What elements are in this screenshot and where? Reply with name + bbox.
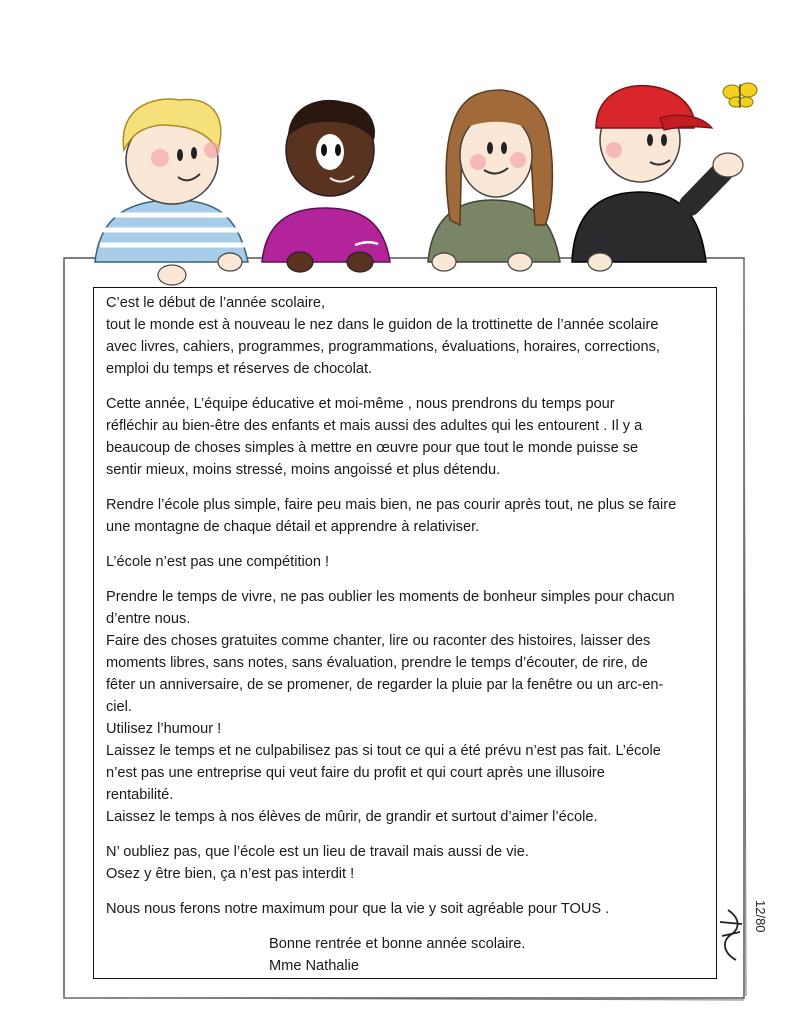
butterfly-icon bbox=[723, 83, 757, 108]
text-line: réfléchir au bien-être des enfants et mais aussi des adultes qui les entourent . Il y a bbox=[106, 418, 643, 434]
text-line: sentir mieux, moins stressé, moins angoissé et plus détendu. bbox=[106, 462, 501, 478]
kid-olive bbox=[428, 90, 560, 271]
text-line: une montagne de chaque détail et apprendre à relativiser. bbox=[106, 519, 480, 535]
paragraph-no-competition bbox=[106, 551, 704, 573]
text-line: Faire des choses gratuites comme chanter, lire ou raconter des histoires, laisser des bbox=[106, 633, 651, 649]
text-line: Nous nous ferons notre maximum pour que la vie y soit agréable pour TOUS . bbox=[106, 901, 610, 917]
text-line: N’ oubliez pas, que l’école est un lieu de travail mais aussi de vie. bbox=[106, 844, 529, 860]
kid-red-cap bbox=[572, 86, 743, 271]
paragraph-take-time bbox=[106, 586, 704, 828]
paragraph-maximum bbox=[106, 898, 704, 920]
text-line: beaucoup de choses simples à mettre en œuvre pour que tout le monde puisse se bbox=[106, 440, 639, 456]
text-line: n’est pas une entreprise qui veut faire du profit et qui court après une illusoire bbox=[106, 765, 605, 781]
text-line: L’école n’est pas une compétition ! bbox=[106, 554, 330, 570]
text-line: Utilisez l’humour ! bbox=[106, 721, 222, 737]
closing bbox=[106, 933, 704, 977]
text-line: avec livres, cahiers, programmes, programmations, évaluations, horaires, corrections, bbox=[106, 339, 660, 355]
kid-blond bbox=[95, 99, 248, 285]
letter-box bbox=[93, 287, 717, 979]
text-line: emploi du temps et réserves de chocolat. bbox=[106, 361, 373, 377]
paragraph-simpler bbox=[106, 494, 704, 538]
text-line: Cette année, L’équipe éducative et moi-même , nous prendrons du temps pour bbox=[106, 396, 615, 412]
text-line: d’entre nous. bbox=[106, 611, 191, 627]
text-line: Laissez le temps et ne culpabilisez pas si tout ce qui a été prévu n’est pas fait. L’école bbox=[106, 743, 661, 759]
text-line: Laissez le temps à nos élèves de mûrir, de grandir et surtout d’aimer l’école. bbox=[106, 809, 598, 825]
text-line: tout le monde est à nouveau le nez dans le guidon de la trottinette de l’année scolaire bbox=[106, 317, 659, 333]
paragraph-this-year bbox=[106, 393, 704, 481]
text-line: moments libres, sans notes, sans évaluation, prendre le temps d’écouter, de rire, de bbox=[106, 655, 648, 671]
signature-name: Mme Nathalie bbox=[269, 958, 360, 974]
closing-greeting: Bonne rentrée et bonne année scolaire. bbox=[269, 936, 526, 952]
paragraph-intro bbox=[106, 292, 704, 380]
text-line: Rendre l’école plus simple, faire peu mais bien, ne pas courir après tout, ne plus se faire bbox=[106, 497, 677, 513]
artist-date: 12/80 bbox=[753, 900, 768, 933]
text-line: Osez y être bien, ça n’est pas interdit ! bbox=[106, 866, 355, 882]
text-line: Prendre le temps de vivre, ne pas oublier les moments de bonheur simples pour chacun bbox=[106, 589, 675, 605]
text-line: rentabilité. bbox=[106, 787, 174, 803]
text-line: C’est le début de l’année scolaire, bbox=[106, 295, 326, 311]
paragraph-dont-forget bbox=[106, 841, 704, 885]
kid-magenta bbox=[262, 100, 390, 272]
text-line: fêter un anniversaire, de se promener, de regarder la pluie par la fenêtre ou un arc-en- bbox=[106, 677, 664, 693]
text-line: ciel. bbox=[106, 699, 132, 715]
